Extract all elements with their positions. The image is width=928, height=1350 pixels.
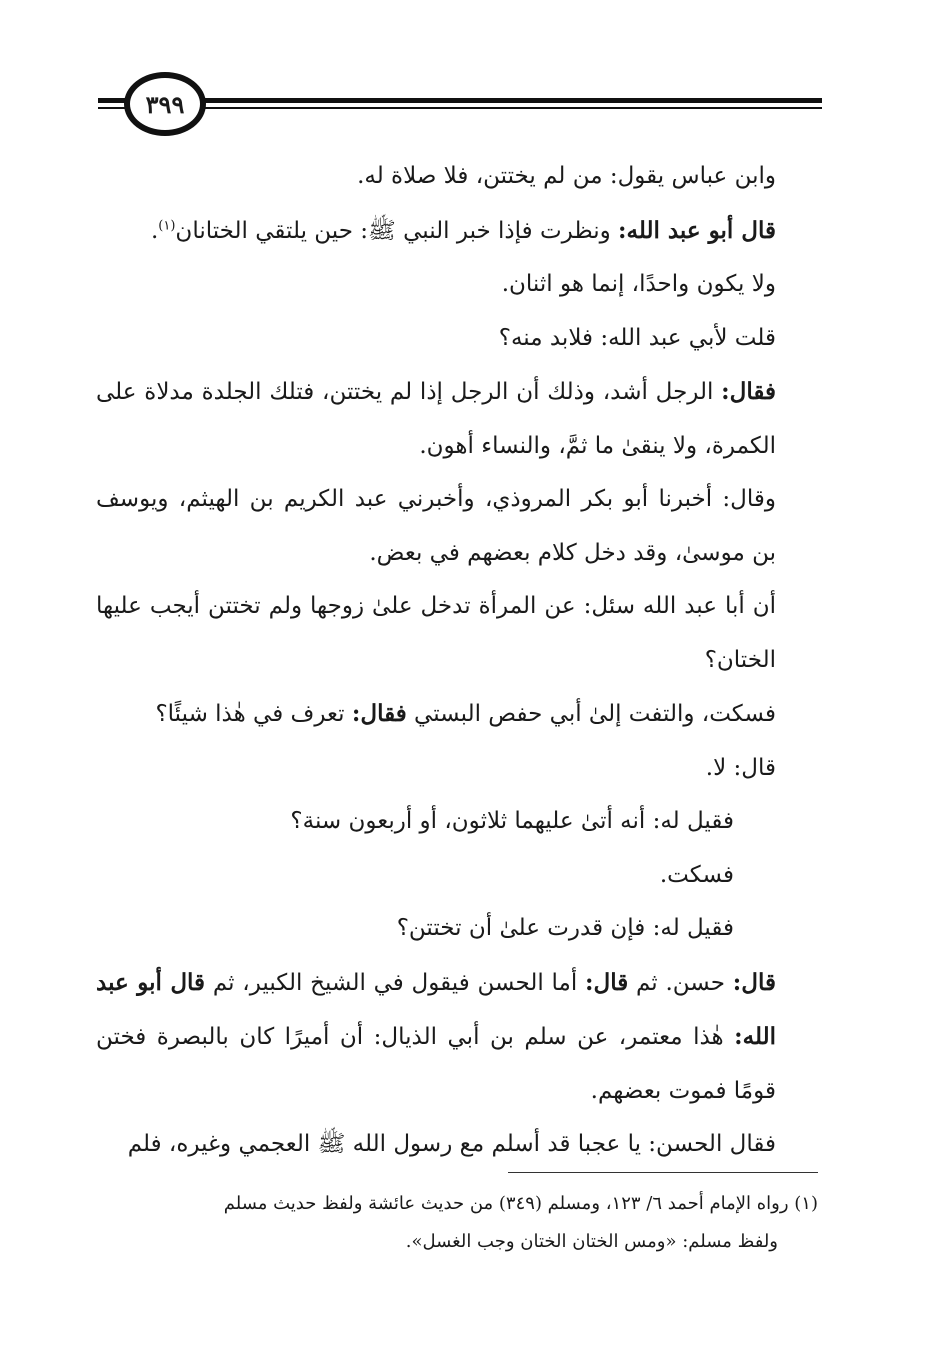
paragraph-8 [96,687,818,742]
footnote-1-line-2: ولفظ مسلم: «ومس الختان الختان وجب الغسل». [405,1231,778,1252]
paragraph-2 [96,204,818,259]
speaker-label: فقال: [351,700,407,727]
paragraph-4 [96,312,818,366]
paragraph-1 [96,150,818,204]
paragraph-13 [96,956,818,1119]
footnote-1 [96,1185,818,1223]
footnote-divider [508,1172,818,1173]
p6-text: وقال: أخبرنا أبو بكر المروذي، وأخبرني عبد الكريم بن الهيثم، ويوسف بن موسىٰ، وقد دخل كلام بعضهم في بعض. [96,486,776,566]
paragraph-11 [96,849,818,903]
paragraph-3 [96,258,818,312]
p8-text-b: تعرف في هٰذا شيئًا؟ [155,701,352,727]
p13-text-a: حسن. ثم [628,969,733,996]
body-text [96,150,818,1172]
p2-text: ونظرت فإذا خبر النبي ﷺ: حين يلتقي الختانان [175,217,619,244]
p2-end: . [150,217,159,244]
p14-text: فقال الحسن: يا عجبا قد أسلم مع رسول الله ﷺ العجمي وغيره، فلم [127,1131,776,1157]
page-number: ٣٩٩ [124,72,206,136]
p8-text-a: فسكت، والتفت إلىٰ أبي حفص البستي [406,701,776,727]
paragraph-9 [96,742,818,796]
p3-text: ولا يكون واحدًا، إنما هو اثنان. [501,271,776,297]
paragraph-10 [96,795,818,849]
paragraph-6 [96,473,818,580]
p1-text: وابن عباس يقول: من لم يختتن، فلا صلاة له. [357,163,776,189]
paragraph-7 [96,580,818,687]
speaker-label: قال أبو عبد الله: [96,968,776,1050]
p13-text-b: أما الحسن فيقول في الشيخ الكبير، ثم [205,969,586,996]
p5-text: الرجل أشد، وذلك أن الرجل إذا لم يختتن، فتلك الجلدة مدلاة على الكمرة، ولا ينقىٰ ما ثمَّ، والنساء أهون. [96,379,776,459]
p10-text: فقيل له: أنه أتىٰ عليهما ثلاثون، أو أربعون سنة؟ [290,808,734,834]
p12-text: فقيل له: فإن قدرت علىٰ أن تختتن؟ [396,915,734,941]
footnote-1-line-1: رواه الإمام أحمد ٦/ ١٢٣، ومسلم (٣٤٩) من حديث عائشة ولفظ حديث مسلم [223,1193,795,1214]
p9-text: قال: لا. [705,754,776,781]
header-rule-thin [98,107,822,109]
header-rule-thick [98,98,822,103]
p7-text: أن أبا عبد الله سئل: عن المرأة تدخل علىٰ زوجها ولم تختتن أيجب عليها الختان؟ [96,593,776,673]
speaker-label: فقال: [721,378,776,405]
paragraph-14 [96,1118,818,1172]
p11-text: فسكت. [659,861,734,888]
footnote-1-cont [96,1223,818,1261]
paragraph-12 [96,902,818,956]
footnote-number: (١) [794,1193,818,1214]
p13-text-c: هٰذا معتمر، عن سلم بن أبي الذيال: أن أميرًا كان بالبصرة فختن قومًا فموت بعضهم. [96,1024,776,1104]
p4-text: قلت لأبي عبد الله: فلابد منه؟ [498,324,776,351]
paragraph-5 [96,365,818,473]
footnotes [96,1185,818,1261]
speaker-label: قال أبو عبد الله: [618,216,776,244]
speaker-label: قال: [732,968,777,996]
speaker-label: قال: [585,968,629,996]
footnote-ref[interactable]: (١) [158,217,176,233]
